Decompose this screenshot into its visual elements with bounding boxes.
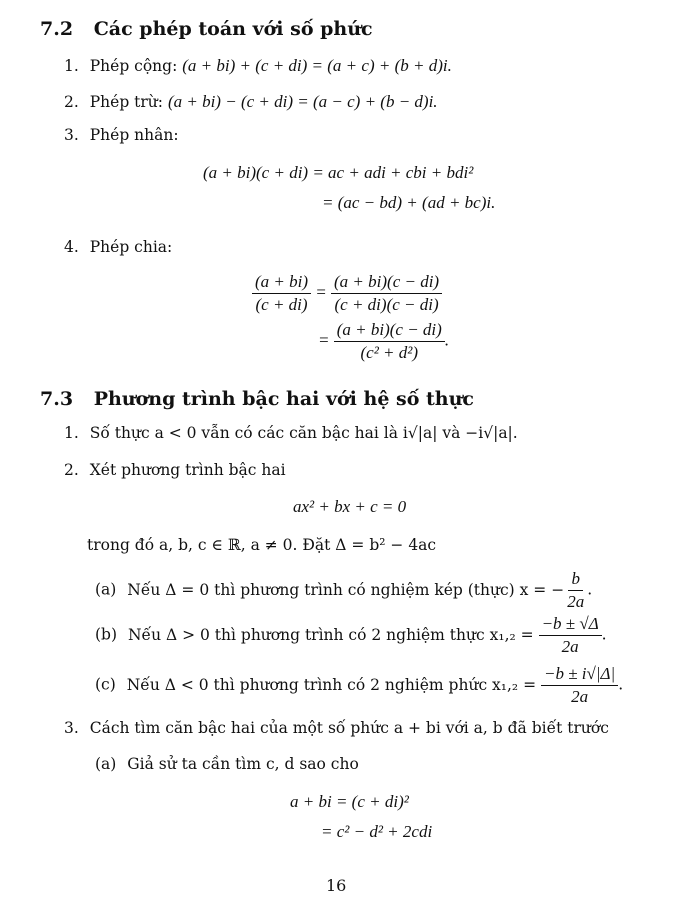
equals-sign: = bbox=[315, 282, 327, 302]
period: . bbox=[618, 675, 624, 694]
item-number: 3. bbox=[64, 719, 79, 737]
fraction-denominator: 2a bbox=[571, 687, 589, 706]
square-root-equation-1: a + bi = (c + di)² bbox=[290, 792, 409, 811]
section-title: Phương trình bậc hai với hệ số thực bbox=[93, 388, 474, 410]
item-label: Phép nhân: bbox=[89, 126, 179, 144]
list-item bbox=[64, 56, 452, 76]
division-line-2 bbox=[318, 320, 449, 363]
sub-item bbox=[95, 614, 607, 657]
item-label: Phép trừ: bbox=[89, 93, 164, 111]
section-number: 7.2 bbox=[40, 18, 74, 40]
fraction-numerator: −b ± √Δ bbox=[539, 614, 602, 636]
item-number: 2. bbox=[64, 461, 79, 479]
item-text: Xét phương trình bậc hai bbox=[89, 461, 286, 479]
item-number: 3. bbox=[64, 126, 79, 144]
division-line-1 bbox=[252, 272, 442, 315]
list-item bbox=[64, 126, 179, 144]
fraction-numerator: (a + bi)(c − di) bbox=[334, 320, 445, 342]
sub-item-text: Nếu Δ > 0 thì phương trình có 2 nghiệm thực x₁,₂ = bbox=[127, 625, 534, 644]
fraction-denominator: (c² + d²) bbox=[360, 343, 419, 362]
fraction-denominator: (c + di) bbox=[255, 295, 308, 314]
fraction-numerator: (a + bi) bbox=[252, 272, 311, 294]
section-number: 7.3 bbox=[40, 388, 74, 410]
subtraction-formula: (a + bi) − (c + di) = (a − c) + (b − d)i. bbox=[167, 92, 438, 111]
fraction-denominator: (c + di)(c − di) bbox=[334, 295, 439, 314]
fraction-numerator: (a + bi)(c − di) bbox=[331, 272, 442, 294]
square-root-equation-2: = c² − d² + 2cdi bbox=[321, 822, 433, 841]
multiplication-line-2: = (ac − bd) + (ad + bc)i. bbox=[322, 193, 496, 212]
period: . bbox=[601, 625, 607, 644]
sub-item-label: (b) bbox=[95, 625, 118, 644]
sub-item-text: Giả sử ta cần tìm c, d sao cho bbox=[127, 755, 359, 773]
item-text: Số thực a < 0 vẫn có các căn bậc hai là i√|a| và −i√|a|. bbox=[89, 424, 518, 442]
section-title: Các phép toán với số phức bbox=[93, 18, 373, 40]
item-number: 4. bbox=[64, 238, 79, 256]
sub-item-label: (a) bbox=[95, 580, 117, 599]
addition-formula: (a + bi) + (c + di) = (a + c) + (b + d)i. bbox=[182, 56, 452, 75]
list-item bbox=[64, 92, 438, 112]
item-label: Phép chia: bbox=[89, 238, 173, 256]
fraction-denominator: 2a bbox=[567, 592, 585, 611]
item-label: Phép cộng: bbox=[89, 57, 178, 75]
sub-item bbox=[95, 755, 359, 773]
page-number: 16 bbox=[326, 876, 347, 895]
sub-item-text: Nếu Δ < 0 thì phương trình có 2 nghiệm phức x₁,₂ = bbox=[126, 675, 537, 694]
sub-item-text: Nếu Δ = 0 thì phương trình có nghiệm kép (thực) x = − bbox=[127, 580, 565, 599]
equals-sign: = bbox=[318, 330, 330, 350]
fraction-denominator: 2a bbox=[561, 637, 579, 656]
list-item bbox=[64, 424, 518, 442]
item-number: 1. bbox=[64, 424, 79, 442]
list-item bbox=[64, 238, 172, 256]
period: . bbox=[587, 580, 593, 599]
sub-item bbox=[95, 664, 623, 707]
condition-text: trong đó a, b, c ∈ ℝ, a ≠ 0. Đặt Δ = b² − 4ac bbox=[87, 536, 437, 554]
section-7-3-heading bbox=[40, 388, 474, 410]
period: . bbox=[444, 330, 450, 350]
multiplication-line-1: (a + bi)(c + di) = ac + adi + cbi + bdi² bbox=[203, 163, 474, 182]
sub-item bbox=[95, 569, 592, 612]
list-item bbox=[64, 461, 286, 479]
sub-item-label: (a) bbox=[95, 755, 117, 773]
item-number: 2. bbox=[64, 93, 79, 111]
list-item bbox=[64, 719, 609, 737]
sub-item-label: (c) bbox=[95, 675, 116, 694]
item-number: 1. bbox=[64, 57, 79, 75]
fraction-numerator: b bbox=[568, 569, 583, 591]
quadratic-equation: ax² + bx + c = 0 bbox=[293, 497, 407, 516]
fraction-numerator: −b ± i√|Δ| bbox=[541, 664, 618, 686]
item-text: Cách tìm căn bậc hai của một số phức a + bi với a, b đã biết trước bbox=[89, 719, 609, 737]
section-7-2-heading bbox=[40, 18, 373, 40]
